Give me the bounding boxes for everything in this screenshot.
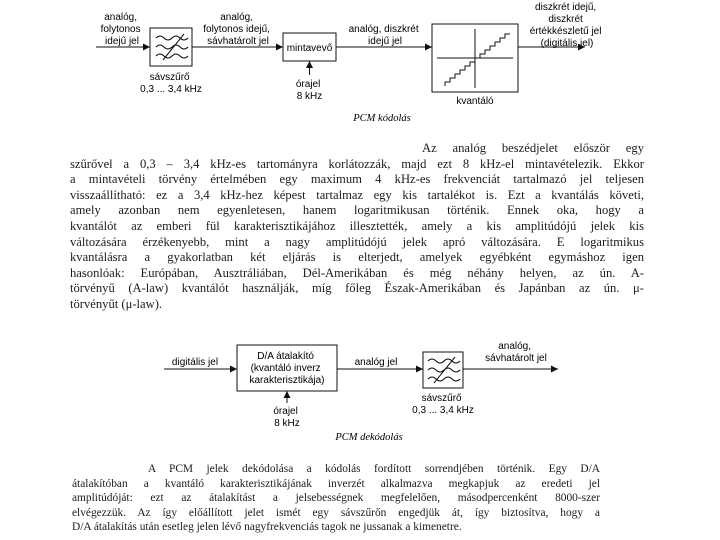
paragraph-encoding-description <box>70 141 644 313</box>
text-line: kvantálásra a gyakorlatban két eljárás is elterjedt, amelyek egyébként egymáshoz igen <box>70 250 644 265</box>
label-sampled: analóg, diszkrét idejű jel <box>348 24 419 47</box>
sampler-label: mintavevő <box>286 43 333 54</box>
clock-label-encoder: órajel 8 kHz <box>295 79 323 102</box>
text-line: visszaállítható: ez a 3,4 kHz-hez képest tartalmaz egy kis tartalékot is. Ezt a kvantálás követi, <box>70 187 644 202</box>
decoder-diagram <box>164 341 558 443</box>
text-line: elvégezzük. Az így előállított jelet ismét egy sávszűrőn engedjük át, így biztosítva, hogy a <box>72 506 600 519</box>
text-line: átalakítóban a kvantáló karakterisztikájának inverzét alkalmazva megkapjuk az eredeti jel <box>72 477 600 490</box>
text-line: A PCM jelek dekódolása a kódolás fordított sorrendjében történik. Egy D/A <box>148 463 600 475</box>
text-line: változására érzékenyebb, mint a nagy amplitúdójú jelek apró változására. E logaritmikus <box>70 234 644 249</box>
text-line: D/A átalakítás után esetleg jelen lévő nagyfrekvenciás tagok ne jussanak a kimenetre. <box>72 521 462 534</box>
paragraph-decoding-description <box>72 462 600 535</box>
clock-label-decoder: órajel 8 kHz <box>273 406 300 429</box>
text-line: amplitúdóját: ezt az átalakítást a jelsebességnek megfelelően, másodpercenként 8000-szer <box>72 492 600 505</box>
label-analog-signal: analóg jel <box>354 357 398 368</box>
label-dec-output: analóg, sávhatárolt jel <box>485 341 547 364</box>
text-line: szűrővel a 0,3 – 3,4 kHz-es tartományra korlátozzák, majd ezt 8 kHz-el mintavételezik. Ekkor <box>70 156 644 171</box>
text-line: Az analóg beszédjelet először egy <box>422 141 644 155</box>
text-line: amely azonban nem egyenletesen, hanem logaritmikusan történik. Ennek oka, hogy a <box>70 203 644 218</box>
text-line: a mintavételi törvény értelmében egy maximum 4 kHz-es frekvenciát tartalmazó jel teljesen <box>70 172 644 187</box>
filter-label-encoder: sávszűrő 0,3 ... 3,4 kHz <box>140 72 202 95</box>
encoder-diagram <box>96 2 604 124</box>
label-digital-input: digitális jel <box>171 357 219 368</box>
filter-label-decoder: sávszűrő 0,3 ... 3,4 kHz <box>412 393 474 416</box>
quantizer-label: kvantáló <box>456 96 494 107</box>
label-filtered: analóg, folytonos idejű, sávhatárolt jel <box>203 12 270 47</box>
text-line: kvantálót az emberi fül karakterisztikájához illesztették, amely a kis amplitúdójú jelek kis <box>70 218 644 233</box>
da-converter-label: D/A átalakító (kvantáló inverz karakterisztikája) <box>249 351 325 386</box>
bandpass-filter-decoder <box>423 352 463 388</box>
sampler-block <box>283 33 336 61</box>
label-analog-input: analóg, folytonos idejű jel <box>100 12 141 47</box>
text-line: hasonlóak: Európában, Ausztráliában, Dél-Amerikában és még néhány helyen, az ún. A- <box>70 265 644 280</box>
caption-decoding: PCM dekódolás <box>335 432 403 443</box>
text-line: törvényűt (μ-law). <box>70 296 163 311</box>
bandpass-filter-encoder <box>150 28 192 66</box>
caption-encoding: PCM kódolás <box>353 113 411 124</box>
label-digital: diszkrét idejű, diszkrét értékkészletű jel (digitális jel) <box>529 2 602 49</box>
quantizer-block <box>432 24 518 92</box>
text-line: törvényű (A-law) kvantálót használják, míg főleg Észak-Amerikában és Japánban az ún. μ- <box>70 281 644 296</box>
da-converter-block <box>237 345 337 391</box>
